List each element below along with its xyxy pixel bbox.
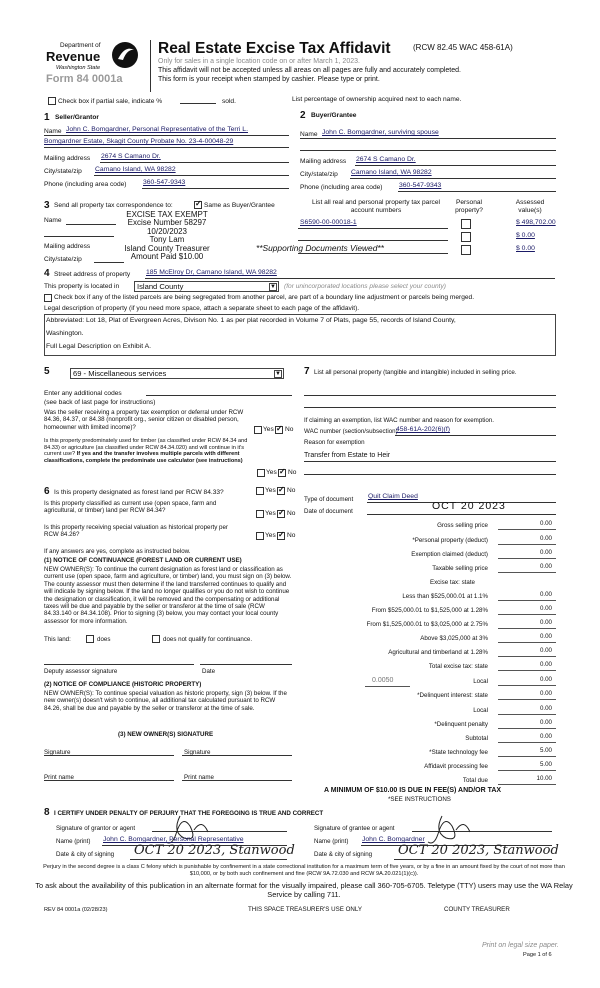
legal-line3: Full Legal Description on Exhibit A.: [46, 343, 152, 350]
tax-row-rule: [498, 770, 556, 771]
header-line2: This affidavit will not be accepted unless all areas on all pages are fully and accurately completed.: [158, 67, 461, 74]
section6-number: 6: [44, 486, 50, 497]
exemption-no-label: No: [285, 426, 294, 433]
deputy-date-rule: [200, 664, 292, 665]
perjury-note: Perjury in the second degree is a class C felony which is punishable by confinement in a state correctional institution for a maximum term of five years, or by a fine in an amount fixed by the court of not more than $10,000, or by both such confinement and fine (RCW 9A.72.030 and RCW 9A.20.021(1)(c)).: [43, 864, 565, 877]
located-label: This property is located in: [44, 283, 120, 290]
seller-mailing-rule: [100, 162, 289, 163]
grantee-signature-label: Signature of grantee or agent: [314, 825, 395, 832]
minimum-due-note: A MINIMUM OF $10.00 IS DUE IN FEE(S) AND/OR TAX: [324, 787, 502, 794]
personal-property-text: List all personal property (tangible and intangible) included in selling price.: [314, 369, 517, 376]
tax-row-value[interactable]: 0.00: [539, 520, 552, 527]
street-label: Street address of property: [54, 271, 131, 278]
parcel-row2-personal-checkbox[interactable]: [461, 232, 471, 242]
grantor-name-label: Name (print): [56, 838, 91, 845]
tax-row-value[interactable]: 0.00: [539, 619, 552, 626]
reason-value[interactable]: Transfer from Estate to Heir: [304, 452, 391, 459]
tax-row-value[interactable]: 10.00: [536, 775, 552, 782]
form-number: Form 84 0001a: [46, 73, 123, 85]
tax-row-rule: [498, 670, 556, 671]
parcel-row1-personal-checkbox[interactable]: [461, 219, 471, 229]
buyer-name-rule2: [300, 150, 556, 151]
buyer-heading: Buyer/Grantee: [311, 112, 357, 119]
header-line3: This form is your receipt when stamped by cashier. Please type or print.: [158, 76, 380, 83]
corr-mailing-label: Mailing address: [44, 243, 91, 250]
tax-row-value[interactable]: 0.00: [539, 535, 552, 542]
tax-row-value[interactable]: 0.00: [539, 591, 552, 598]
buyer-name-rule: [300, 138, 556, 139]
tax-row-label: Total due: [462, 777, 488, 784]
grantee-name-value[interactable]: John C. Bomgardner: [362, 836, 425, 843]
tax-row-value[interactable]: 0.00: [539, 705, 552, 712]
personal-col-header: Personal property?: [455, 199, 483, 214]
grantee-date-value[interactable]: OCT 20 2023, Stanwood: [398, 843, 559, 858]
timber-question-a: Is this property predominately used for timber (as classified under RCW 84.34 and 84.33) or agriculture (as classified under RCW 84.34.020) and will continue in it's current use?: [44, 438, 248, 458]
seller-mailing-value[interactable]: 2674 S Camano Dr.: [101, 153, 161, 160]
historic-no-label: No: [287, 532, 296, 539]
tax-row-value[interactable]: 0.00: [539, 661, 552, 668]
parcel-row1-number[interactable]: S6590-00-00018-1: [300, 219, 357, 226]
exemption-yes-checkbox[interactable]: [254, 426, 262, 434]
deputy-signature-label: Deputy assessor signature: [44, 668, 118, 675]
tax-row-rule: [498, 544, 556, 545]
parcel-row3-value[interactable]: $ 0.00: [516, 245, 535, 252]
stamp-line1: EXCISE TAX EXEMPT: [126, 210, 208, 219]
stamp-line6: Amount Paid $10.00: [130, 251, 204, 261]
tax-row-label: Exemption claimed (deduct): [411, 551, 488, 558]
wac-rule: [395, 435, 556, 436]
timber-question-b: If yes and the transfer involves multiple parcels with different classifications, complete the predominate use calculator (see instructions): [44, 451, 243, 465]
parcel-col-header: List all real and personal property tax parcel account numbers: [312, 199, 440, 214]
use-code-select[interactable]: [70, 368, 284, 379]
notice3-title: (3) NEW OWNER(S) SIGNATURE: [118, 731, 214, 738]
see-instructions-note: *SEE INSTRUCTIONS: [388, 796, 451, 803]
tax-row-label: From $1,525,000.01 to $3,025,000 at 2.75%: [366, 621, 488, 628]
seller-phone-label: Phone (including area code): [44, 181, 127, 188]
tax-row-value[interactable]: 0.00: [539, 605, 552, 612]
tax-row-rule: [498, 600, 556, 601]
grantee-date-rule: [394, 859, 552, 860]
tax-row-label: *Delinquent penalty: [434, 721, 488, 728]
tax-row-label: Excise tax: state: [429, 579, 475, 586]
legal-size-note: Print on legal size paper.: [482, 942, 559, 949]
section7-number: 7: [304, 366, 310, 377]
section3-number: 3: [44, 200, 50, 211]
tax-row-rule: [498, 784, 556, 785]
notice1-title: (1) NOTICE OF CONTINUANCE (FOREST LAND OR CURRENT USE): [44, 557, 242, 564]
current-use-question: Is this property classified as current use (open space, farm and agricultural, or timber) land per RCW 84.34?: [44, 500, 217, 515]
wac-value[interactable]: 458-61A-202(6)(f): [396, 426, 451, 433]
seller-name-line1[interactable]: John C. Bomgardner, Personal Representative of the Terri L.: [66, 126, 248, 133]
buyer-phone-rule: [398, 191, 556, 192]
parcel-row3-personal-checkbox[interactable]: [461, 245, 471, 255]
doc-date-rule: [367, 514, 556, 515]
section4-number: 4: [44, 268, 50, 279]
seller-name-line2[interactable]: Bomgardner Estate, Skagit County Probate No. 23-4-00048-29: [44, 138, 234, 145]
page-number: Page 1 of 6: [523, 952, 552, 958]
tax-row-label: Local: [473, 707, 488, 714]
does-not-qualify-checkbox[interactable]: [152, 635, 160, 643]
tax-row-value[interactable]: 5.00: [539, 747, 552, 754]
tax-row-rule: [498, 558, 556, 559]
tax-row-rule: [498, 529, 556, 530]
seller-heading: Seller/Grantor: [55, 114, 99, 121]
same-as-buyer-checkbox[interactable]: [194, 201, 202, 209]
tax-row-value[interactable]: 0.00: [539, 690, 552, 697]
tax-row-rule: [498, 728, 556, 729]
street-address-value[interactable]: 185 McElroy Dr, Camano Island, WA 98282: [146, 269, 277, 276]
historic-yes-label: Yes: [265, 532, 276, 539]
assessed-col-header: Assessed value(s): [515, 199, 545, 214]
reason-rule2: [304, 474, 556, 475]
timber-question: [44, 438, 252, 465]
tax-row-label: Subtotal: [465, 735, 488, 742]
county-select[interactable]: [134, 281, 279, 292]
tax-row-label: *State technology fee: [429, 749, 488, 756]
wac-label: WAC number (section/subsection): [304, 428, 398, 435]
chevron-down-icon: ▼: [275, 371, 281, 377]
legal-line1: Abbreviated: Lot 18, Plat of Evergreen Acres, Divison No. 1 as per plat recorded in Volume 7 of Plats, page 55, records of Island County,: [46, 317, 456, 324]
buyer-name-value[interactable]: John C. Bomgardner, surviving spouse: [322, 129, 439, 136]
seller-name-rule: [44, 135, 289, 136]
use-code-value: 69 - Miscellaneous services: [73, 369, 167, 378]
tax-row-label: *Delinquent interest: state: [417, 692, 488, 699]
tax-row-rule: [498, 572, 556, 573]
seller-phone-rule: [142, 188, 289, 189]
tax-row-label: Gross selling price: [437, 522, 488, 529]
tax-row-value[interactable]: 0.00: [539, 563, 552, 570]
owner-signature2-label: Signature: [184, 749, 211, 756]
owner-print2-label: Print name: [184, 774, 214, 781]
tax-row-value[interactable]: 0.00: [539, 719, 552, 726]
tax-row-value[interactable]: 0.00: [539, 549, 552, 556]
buyer-city-rule: [350, 178, 556, 179]
tax-row-rule: [498, 685, 556, 686]
exemption-note: If claiming an exemption, list WAC number and reason for exemption.: [304, 417, 494, 424]
legal-line2: Washington.: [46, 330, 84, 337]
ownership-note: List percentage of ownership acquired next to each name.: [292, 96, 462, 103]
grantee-name-label: Name (print): [314, 838, 349, 845]
historic-yes-checkbox[interactable]: [256, 532, 264, 540]
tax-row-label: Less than $525,000.01 at 1.1%: [402, 593, 488, 600]
tax-row-rule: [498, 756, 556, 757]
timber-yes-checkbox[interactable]: [257, 469, 265, 477]
tax-row-rule: [498, 699, 556, 700]
current-use-yes-checkbox[interactable]: [256, 510, 264, 518]
buyer-phone-label: Phone (including area code): [300, 184, 383, 191]
timber-no-checkbox[interactable]: [278, 469, 286, 477]
timber-yes-label: Yes: [266, 469, 277, 476]
certify-heading: I CERTIFY UNDER PENALTY OF PERJURY THAT THE FOREGOING IS TRUE AND CORRECT: [54, 810, 324, 817]
exemption-no-checkbox[interactable]: [275, 426, 283, 434]
partial-sale-percent-field[interactable]: [180, 96, 216, 104]
add-codes-rule: [146, 395, 292, 396]
stamp-line3: 10/20/2023: [146, 226, 188, 236]
forest-no-checkbox[interactable]: [277, 487, 285, 495]
buyer-mailing-label: Mailing address: [300, 158, 347, 165]
reason-label: Reason for exemption: [304, 439, 365, 446]
buyer-city-value[interactable]: Camano Island, WA 98282: [351, 169, 432, 176]
local-rate: 0.0050: [372, 677, 394, 684]
buyer-mailing-value[interactable]: 2674 S Camano Dr.: [356, 156, 416, 163]
section1-number: 1: [44, 112, 50, 123]
dept-line3: Washington State: [56, 65, 101, 71]
reason-rule: [304, 461, 556, 462]
treasurer-stamp: [112, 211, 222, 261]
see-list-label: (see back of last page for instructions): [44, 399, 156, 406]
tax-row-label: Total excise tax: state: [428, 663, 488, 670]
forest-question: Is this property designated as forest land per RCW 84.33?: [54, 489, 224, 496]
stamp-line2: Excise Number 58297: [127, 218, 207, 228]
buyer-phone-value[interactable]: 360-547-9343: [399, 182, 442, 189]
dor-logo-icon: [110, 40, 140, 70]
if-yes-note: If any answers are yes, complete as instructed below.: [44, 548, 191, 555]
owner-print1-label: Print name: [44, 774, 74, 781]
legal-label: Legal description of property (if you need more space, attach a separate sheet to each page of the affidavit).: [44, 305, 360, 312]
grantor-name-value[interactable]: John C. Bomgardner, Personal Representative: [103, 836, 244, 843]
local-rate-rule: [365, 686, 410, 687]
section5-number: 5: [44, 366, 50, 377]
parcel-row2-value[interactable]: $ 0.00: [516, 232, 535, 239]
tax-row-label: Local: [473, 678, 488, 685]
tax-row-rule: [498, 614, 556, 615]
seller-name-rule2: [44, 147, 289, 148]
corr-city-label: City/state/zip: [44, 256, 82, 263]
supporting-docs-note: **Supporting Documents Viewed**: [256, 243, 384, 253]
dept-line2: Revenue: [46, 49, 101, 64]
tax-row-label: Above $3,025,000 at 3%: [420, 635, 488, 642]
doc-date-value[interactable]: OCT 20 2023: [432, 500, 506, 512]
exemption-question: Was the seller receiving a property tax exemption or deferral under RCW 84.36, 84.37, or 84.38 (nonprofit org., senior citizen or disabled person, homeowner with limited income)?: [44, 409, 244, 431]
seller-mailing-label: Mailing address: [44, 155, 91, 162]
tax-row-label: From $525,000.01 to $1,525,000 at 1.28%: [371, 607, 488, 614]
form-title: Real Estate Excise Tax Affidavit: [158, 40, 391, 57]
dept-line1: Department of: [60, 42, 101, 49]
doc-type-value[interactable]: Quit Claim Deed: [368, 493, 418, 500]
corr-name-rule2: [44, 236, 114, 237]
doc-date-label: Date of document: [304, 508, 353, 515]
buyer-name-label: Name: [300, 131, 318, 138]
grantor-signature-label: Signature of grantor or agent: [56, 825, 136, 832]
deputy-date-label: Date: [202, 668, 216, 675]
grantor-date-label: Date & city of signing: [56, 851, 115, 858]
timber-no-label: No: [288, 469, 297, 476]
tax-row-rule: [498, 656, 556, 657]
personal-rule2: [304, 407, 556, 408]
partial-sale-sold-label: sold.: [222, 98, 236, 105]
does-qualify-checkbox[interactable]: [86, 635, 94, 643]
tax-row-rule: [498, 742, 556, 743]
segregated-checkbox[interactable]: [44, 294, 52, 302]
parcel-row2-rule: [298, 240, 448, 241]
tax-row-value[interactable]: 0.00: [539, 647, 552, 654]
section2-number: 2: [300, 110, 306, 121]
form-rcw: (RCW 82.45 WAC 458-61A): [413, 43, 513, 52]
does-not-label: does not qualify for continuance.: [163, 636, 253, 643]
section8-number: 8: [44, 807, 50, 818]
add-codes-label: Enter any additional codes: [44, 390, 122, 397]
exemption-yes-label: Yes: [263, 426, 274, 433]
current-use-no-checkbox[interactable]: [277, 510, 285, 518]
seller-city-value[interactable]: Camano Island, WA 98282: [95, 166, 176, 173]
tax-row-rule: [498, 642, 556, 643]
grantor-date-value[interactable]: OCT 20 2023, Stanwood: [134, 843, 295, 858]
buyer-mailing-rule: [355, 165, 556, 166]
tax-row-rule: [498, 628, 556, 629]
tax-row-value[interactable]: 0.00: [539, 733, 552, 740]
owner-signature1-label: Signature: [44, 749, 71, 756]
current-use-yes-label: Yes: [265, 510, 276, 517]
forest-yes-checkbox[interactable]: [256, 487, 264, 495]
chevron-down-icon: ▼: [270, 284, 276, 290]
grantee-date-label: Date & city of signing: [314, 851, 373, 858]
tax-row-rule: [498, 714, 556, 715]
tax-row-value[interactable]: 0.00: [539, 676, 552, 683]
tax-row-value[interactable]: 5.00: [539, 761, 552, 768]
parcel-row3-rule: [298, 253, 448, 254]
parcel-row1-value[interactable]: $ 498,702.00: [516, 219, 556, 226]
deputy-rule: [44, 664, 194, 665]
historic-question: Is this property receiving special valuation as historical property per RCW 84.26?: [44, 524, 228, 539]
county-note: (for unincorporated locations please select your county): [284, 283, 447, 290]
county-treasurer-label: COUNTY TREASURER: [444, 906, 510, 913]
tax-row-label: Affidavit processing fee: [424, 763, 488, 770]
corr-name-rule: [66, 224, 116, 225]
notice2-title: (2) NOTICE OF COMPLIANCE (HISTORIC PROPERTY): [44, 681, 202, 688]
stamp-line4: Tony Lam: [149, 235, 185, 245]
county-selected-value: Island County: [137, 282, 184, 291]
street-rule: [145, 278, 555, 279]
historic-no-checkbox[interactable]: [277, 532, 285, 540]
seller-city-rule: [94, 175, 289, 176]
forest-yes-label: Yes: [265, 487, 276, 494]
buyer-city-label: City/state/zip: [300, 171, 338, 178]
header-line1: Only for sales in a single location code on or after March 1, 2023.: [158, 58, 360, 65]
seller-phone-value[interactable]: 360-547-9343: [143, 179, 186, 186]
does-label: does: [97, 636, 111, 643]
current-use-no-label: No: [287, 510, 296, 517]
header-divider: [150, 40, 151, 92]
partial-sale-label: Check box if partial sale, indicate %: [58, 98, 163, 105]
notice1-text: NEW OWNER(S): To continue the current designation as forest land or classification as current use (open space, farm and agriculture, or timber) land, you must sign on (3) below. The county assessor must then determine if the land transferred continues to qualify and will indicate by signing below. If the land no longer qualifies or you do not wish to continue the designation or classification, it will be removed and the compensating or additional taxes will be due and payable by the seller or transferor at the time of sale (RCW 84.33.140 or 84.34.108). Prior to signing (3) below, you may contact your local county assessor for more information.: [44, 566, 292, 625]
legal-description-box[interactable]: [44, 314, 556, 356]
tax-row-label: Agricultural and timberland at 1.28%: [388, 649, 488, 656]
grantor-date-rule: [130, 859, 287, 860]
tax-row-value[interactable]: 0.00: [539, 633, 552, 640]
same-as-buyer-label: Same as Buyer/Grantee: [204, 202, 275, 209]
correspondence-label: Send all property tax correspondence to:: [54, 202, 173, 209]
parcel-row1-rule: [298, 228, 448, 229]
notice2-text: NEW OWNER(S): To continue special valuation as historic property, sign (3) below. If the new owner(s) doesn't wish to continue, all additional tax calculated pursuant to RCW 84.26, shall be due and payable by the seller or transferor at the time of sale.: [44, 690, 287, 712]
tax-row-label: *Personal property (deduct): [412, 537, 488, 544]
segregated-label: Check box if any of the listed parcels are being segregated from another parcel, are part of a boundary line adjustment or parcels being merged.: [54, 294, 475, 301]
corr-city-rule: [94, 262, 124, 263]
doc-type-label: Type of document: [304, 496, 354, 503]
seller-city-label: City/state/zip: [44, 168, 82, 175]
partial-sale-checkbox[interactable]: [48, 97, 56, 105]
revision-code: REV 84 0001a (02/28/23): [44, 907, 108, 913]
alternate-format-note: To ask about the availability of this publication in an alternate format for the visually impaired, please call 360-705-6705. Teletype (TTY) users may use the WA Relay Service by calling 711.: [35, 881, 573, 900]
this-land-label: This land:: [44, 636, 71, 643]
personal-rule1: [304, 395, 556, 396]
seller-name-label: Name: [44, 128, 62, 135]
treasurer-space-label: THIS SPACE TREASURER'S USE ONLY: [248, 906, 362, 913]
corr-name-label: Name: [44, 217, 62, 224]
forest-no-label: No: [287, 487, 296, 494]
stamp-line5: Island County Treasurer: [124, 243, 210, 253]
tax-row-label: Taxable selling price: [432, 565, 488, 572]
